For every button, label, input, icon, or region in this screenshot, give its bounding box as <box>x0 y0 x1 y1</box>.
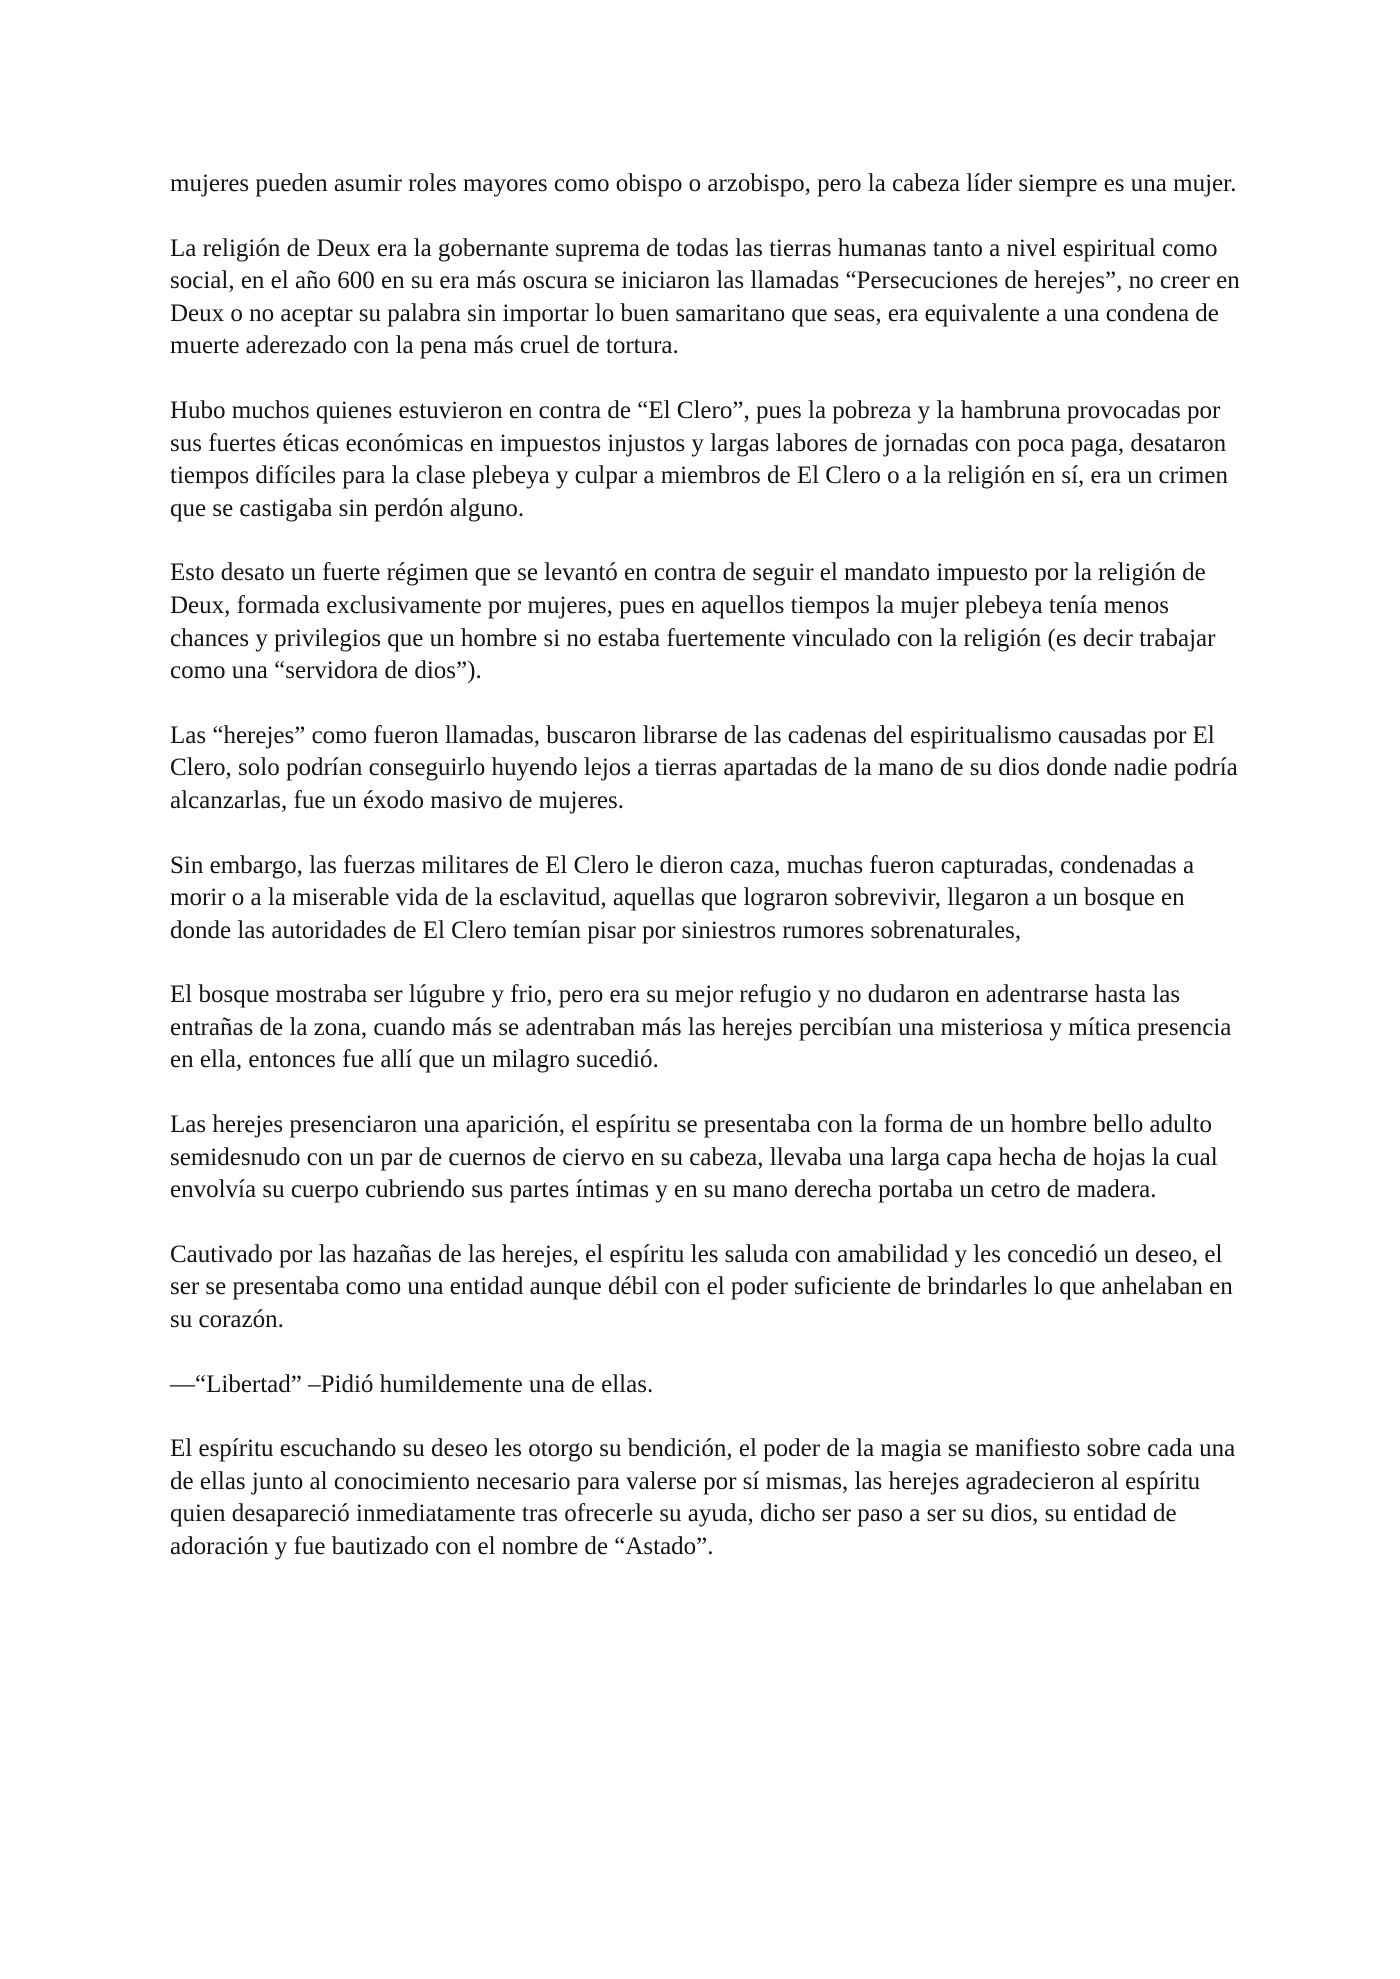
paragraph-astado: El espíritu escuchando su deseo les otorgo su bendición, el poder de la magia se manifiesto sobre cada una de ellas junto al conocimiento necesario para valerse por sí mismas, las herejes agradecieron al espíritu quien desapareció inmediatamente tras ofrecerle su ayuda, dicho ser paso a ser su dios, su entidad de adoración y fue bautizado con el nombre de “Astado”. <box>170 1435 1236 1560</box>
paragraph-dialogue-libertad: —“Libertad” –Pidió humildemente una de ellas. <box>170 1370 654 1398</box>
paragraph-regimen: Esto desato un fuerte régimen que se levantó en contra de seguir el mandato impuesto por la religión de Deux, formada exclusivamente por mujeres, pues en aquellos tiempos la mujer plebeya tenía menos chances y privilegios que un hombre si no estaba fuertemente vinculado con la religión (es decir trabajar como una “servidora de dios”). <box>170 559 1216 685</box>
body-text <box>170 168 1240 1596</box>
paragraph-bosque: El bosque mostraba ser lúgubre y frio, pero era su mejor refugio y no dudaron en adentrarse hasta las entrañas de la zona, cuando más se adentraban más las herejes percibían una misteriosa y mítica presencia en ella, entonces fue allí que un milagro sucedió. <box>170 981 1232 1074</box>
paragraph-aparicion: Las herejes presenciaron una aparición, el espíritu se presentaba con la forma de un hombre bello adulto semidesnudo con un par de cuernos de ciervo en su cabeza, llevaba una larga capa hecha de hojas la cual envolvía su cuerpo cubriendo sus partes íntimas y en su mano derecha portaba un cetro de madera. <box>170 1111 1218 1204</box>
paragraph-religion-deux: La religión de Deux era la gobernante suprema de todas las tierras humanas tanto a nivel espiritual como social, en el año 600 en su era más oscura se iniciaron las llamadas “Persecuciones de herejes”, no creer en Deux o no aceptar su palabra sin importar lo buen samaritano que seas, era equivalente a una condena de muerte aderezado con la pena más cruel de tortura. <box>170 234 1240 360</box>
paragraph-caza: Sin embargo, las fuerzas militares de El Clero le dieron caza, muchas fueron capturadas, condenadas a morir o a la miserable vida de la esclavitud, aquellas que lograron sobrevivir, llegaron a un bosque en donde las autoridades de El Clero temían pisar por siniestros rumores sobrenaturales, <box>170 851 1195 944</box>
paragraph-herejes: Las “herejes” como fueron llamadas, buscaron librarse de las cadenas del espiritualismo causadas por El Clero, solo podrían conseguirlo huyendo lejos a tierras apartadas de la mano de su dios donde nadie podría alcanzarlas, fue un éxodo masivo de mujeres. <box>170 721 1238 814</box>
paragraph-el-clero: Hubo muchos quienes estuvieron en contra de “El Clero”, pues la pobreza y la hambruna provocadas por sus fuertes éticas económicas en impuestos injustos y largas labores de jornadas con poca paga, desataron tiempos difíciles para la clase plebeya y culpar a miembros de El Clero o a la religión en sí, era un crimen que se castigaba sin perdón alguno. <box>170 396 1228 522</box>
paragraph-continuation: mujeres pueden asumir roles mayores como obispo o arzobispo, pero la cabeza líder siempre es una mujer. <box>170 170 1237 197</box>
paragraph-deseo: Cautivado por las hazañas de las herejes, el espíritu les saluda con amabilidad y les concedió un deseo, el ser se presentaba como una entidad aunque débil con el poder suficiente de brindarles lo que anhelaban en su corazón. <box>170 1240 1233 1334</box>
